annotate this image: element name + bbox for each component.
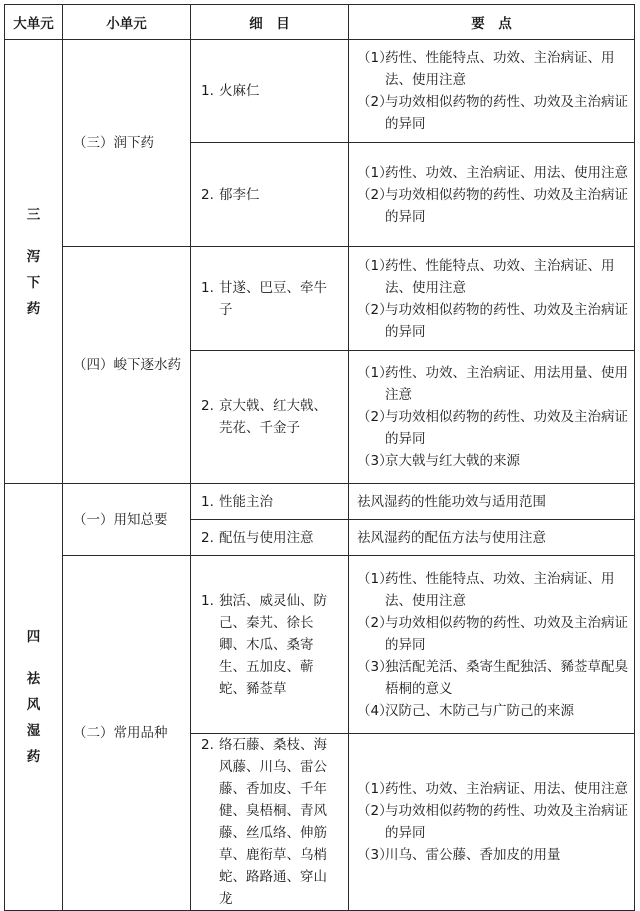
- key-point-text: 京大戟与红大戟的来源: [385, 453, 520, 469]
- detail-marker: 1.: [201, 279, 214, 296]
- key-point-marker: （3）: [357, 453, 393, 469]
- key-point: [357, 91, 628, 135]
- key-points-cell: [349, 556, 635, 734]
- key-point-text: 药性、性能特点、功效、主治病证、用法、使用注意: [385, 570, 615, 609]
- table-row: [5, 247, 635, 351]
- minor-unit-cell: （一）用知总要: [63, 484, 191, 556]
- minor-unit-cell: （二）常用品种: [63, 556, 191, 911]
- key-point: [357, 527, 628, 549]
- detail-cell: [191, 484, 349, 520]
- key-point: [357, 450, 628, 472]
- key-point-marker: （2）: [357, 614, 393, 631]
- key-point-marker: （1）: [357, 570, 393, 587]
- key-point: [357, 800, 628, 844]
- key-point-text: 药性、功效、主治病证、用法、使用注意: [385, 164, 628, 181]
- major-unit-name-char: 下: [26, 274, 41, 291]
- minor-unit-cell: （四）峻下逐水药: [63, 247, 191, 484]
- key-point-text: 川乌、雷公藤、香加皮的用量: [385, 847, 561, 863]
- detail-text: 火麻仁: [219, 83, 260, 99]
- table-row: [5, 556, 635, 734]
- key-point: [357, 255, 628, 299]
- major-unit-name-char: 湿: [26, 723, 41, 739]
- key-point-marker: （2）: [357, 186, 393, 203]
- detail-text: 配伍与使用注意: [219, 529, 314, 546]
- key-point: [357, 162, 628, 184]
- major-unit-cell: [5, 484, 63, 911]
- key-point-text: 与功效相似药物的药性、功效及主治病证的异同: [385, 409, 628, 447]
- key-point-marker: （2）: [357, 94, 393, 110]
- detail-cell: [191, 351, 349, 484]
- detail-marker: 2.: [201, 737, 214, 753]
- key-points-cell: [349, 40, 635, 143]
- table-row: [5, 40, 635, 143]
- key-point-text: 汉防己、木防己与广防己的来源: [385, 702, 574, 719]
- key-point-marker: （4）: [357, 702, 393, 719]
- key-point-marker: （1）: [357, 257, 393, 274]
- key-point-marker: （1）: [357, 50, 393, 66]
- key-points-cell: [349, 143, 635, 247]
- key-point-text: 药性、性能特点、功效、主治病证、用法、使用注意: [385, 50, 615, 88]
- key-point-text: 与功效相似药物的药性、功效及主治病证的异同: [385, 94, 628, 132]
- key-point-text: 与功效相似药物的药性、功效及主治病证的异同: [385, 614, 628, 653]
- key-point-marker: （2）: [357, 301, 393, 318]
- key-point-text: 与功效相似药物的药性、功效及主治病证的异同: [385, 803, 628, 841]
- key-point-text: 祛风湿药的性能功效与适用范围: [357, 493, 546, 510]
- key-point-marker: （2）: [357, 409, 393, 425]
- detail-cell: [191, 40, 349, 143]
- key-point: [357, 778, 628, 800]
- detail-marker: 1.: [201, 592, 214, 609]
- header-key-points: 要 点: [349, 5, 635, 40]
- detail-cell: [191, 556, 349, 734]
- key-point-text: 与功效相似药物的药性、功效及主治病证的异同: [385, 301, 628, 340]
- key-points-cell: [349, 520, 635, 556]
- detail-marker: 1.: [201, 493, 214, 510]
- detail-text: 郁李仁: [219, 186, 260, 203]
- key-point-text: 祛风湿药的配伍方法与使用注意: [357, 529, 546, 546]
- major-unit-name-char: 泻: [26, 248, 41, 265]
- key-point: [357, 362, 628, 406]
- key-point: [357, 406, 628, 450]
- major-unit-name-char: 药: [26, 749, 41, 765]
- key-point-text: 药性、性能特点、功效、主治病证、用法、使用注意: [385, 257, 615, 296]
- key-point-marker: （1）: [357, 781, 393, 797]
- detail-marker: 2.: [201, 398, 214, 414]
- detail-cell: [191, 520, 349, 556]
- key-point: [357, 844, 628, 866]
- detail-cell: [191, 734, 349, 911]
- key-point: [357, 184, 628, 228]
- header-minor-unit: 小单元: [63, 5, 191, 40]
- key-point: [357, 700, 628, 722]
- detail-cell: [191, 247, 349, 351]
- detail-marker: 2.: [201, 186, 214, 203]
- key-point-marker: （2）: [357, 803, 393, 819]
- key-point-text: 与功效相似药物的药性、功效及主治病证的异同: [385, 186, 628, 225]
- key-point: [357, 299, 628, 343]
- key-point: [357, 491, 628, 513]
- key-points-cell: [349, 247, 635, 351]
- key-point-marker: （1）: [357, 164, 393, 181]
- detail-text: 络石藤、桑枝、海风藤、川乌、雷公藤、香加皮、千年健、臭梧桐、青风藤、丝瓜络、伸筋草、鹿衔草、乌梢蛇、路路通、穿山龙: [219, 737, 327, 907]
- key-point-text: 药性、功效、主治病证、用法、使用注意: [385, 781, 628, 797]
- minor-unit-cell: （三）润下药: [63, 40, 191, 247]
- key-point-marker: （3）: [357, 847, 393, 863]
- key-points-cell: [349, 351, 635, 484]
- major-unit-name-char: 祛: [26, 671, 41, 687]
- table-row: [5, 484, 635, 520]
- detail-marker: 2.: [201, 529, 214, 546]
- syllabus-table: [4, 4, 635, 911]
- detail-text: 甘遂、巴豆、牵牛子: [219, 279, 327, 318]
- key-point: [357, 656, 628, 700]
- key-points-cell: [349, 484, 635, 520]
- header-major-unit: 大单元: [5, 5, 63, 40]
- key-point: [357, 568, 628, 612]
- detail-marker: 1.: [201, 83, 214, 99]
- header-detail: 细 目: [191, 5, 349, 40]
- key-point-marker: （1）: [357, 365, 393, 381]
- key-point: [357, 47, 628, 91]
- header-row: [5, 5, 635, 40]
- major-unit-name-char: 风: [26, 697, 41, 713]
- major-unit-number: 三: [26, 206, 41, 223]
- key-point-text: 药性、功效、主治病证、用法用量、使用注意: [385, 365, 628, 403]
- detail-cell: [191, 143, 349, 247]
- major-unit-cell: [5, 40, 63, 484]
- detail-text: 性能主治: [219, 493, 273, 510]
- key-point: [357, 612, 628, 656]
- key-point-marker: （3）: [357, 658, 393, 675]
- detail-text: 京大戟、红大戟、芫花、千金子: [219, 398, 327, 436]
- detail-text: 独活、威灵仙、防己、秦艽、徐长卿、木瓜、桑寄生、五加皮、蕲蛇、豨莶草: [219, 592, 327, 697]
- key-point-text: 独活配羌活、桑寄生配独活、豨莶草配臭梧桐的意义: [385, 658, 628, 697]
- major-unit-name-char: 药: [26, 300, 41, 317]
- major-unit-number: 四: [26, 629, 41, 645]
- key-points-cell: [349, 734, 635, 911]
